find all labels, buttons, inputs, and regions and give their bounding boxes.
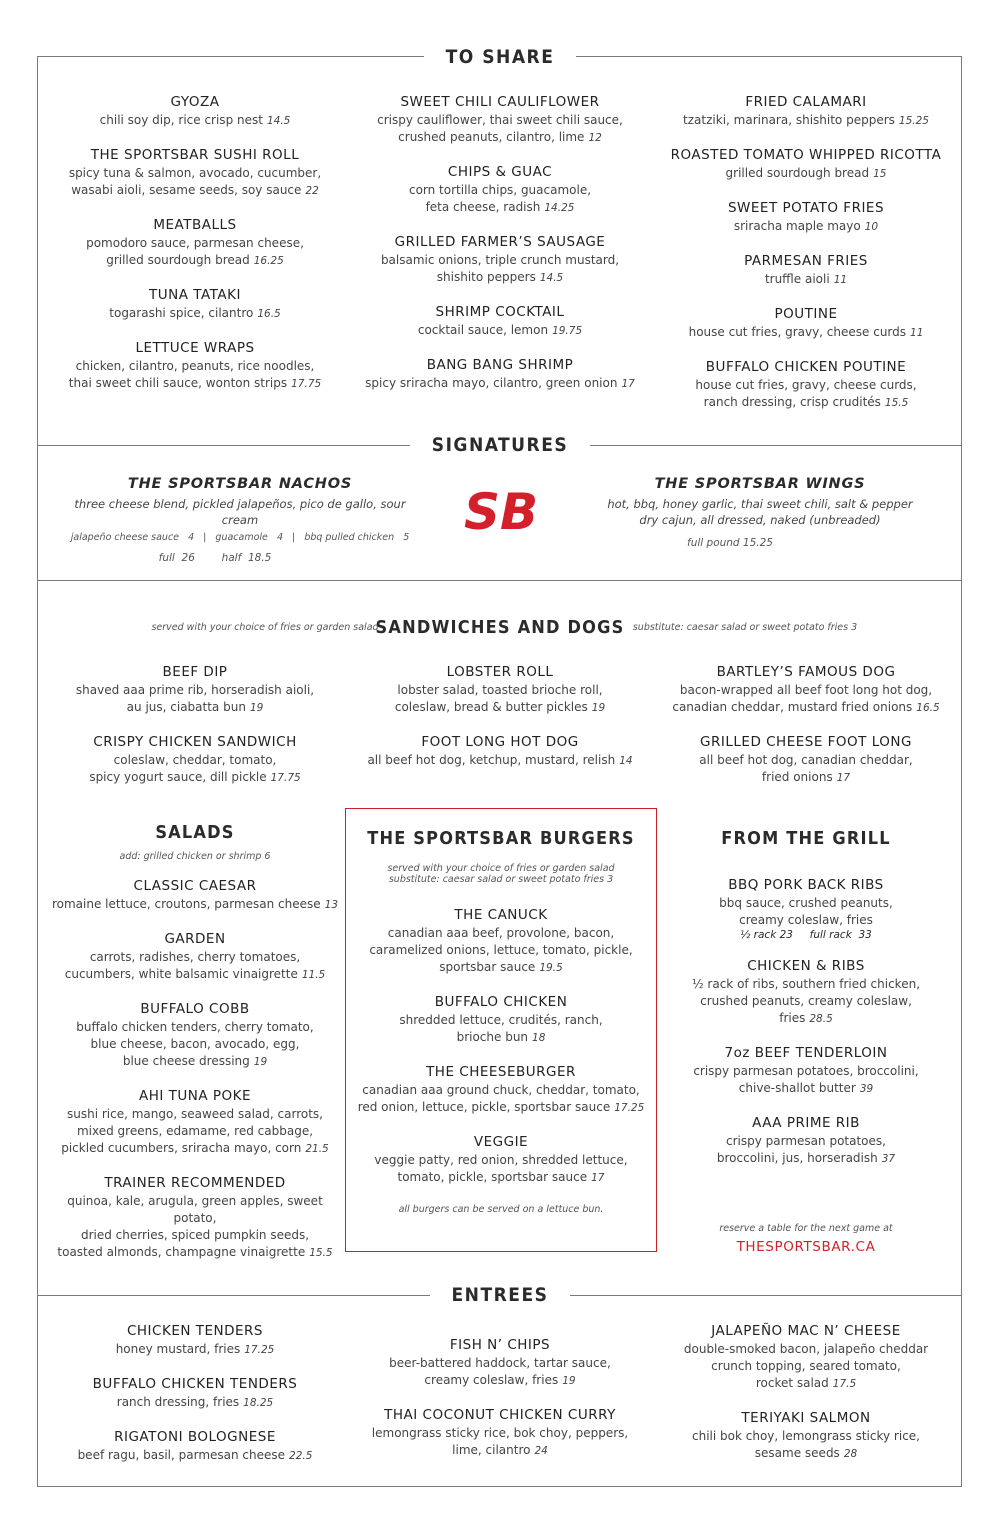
divider-sandwiches: [37, 580, 962, 581]
nachos-sizes: full 26 half 18.5: [158, 552, 272, 564]
menu-item-description: coleslaw, cheddar, tomato,: [113, 753, 277, 767]
menu-item-price: 18.25: [243, 1397, 274, 1409]
menu-item-description: creamy coleslaw, fries: [739, 913, 873, 927]
menu-item-name: CLASSIC CAESAR: [133, 878, 257, 894]
menu-item-description: mixed greens, edamame, red cabbage,: [76, 1124, 314, 1138]
menu-item-description: honey mustard, fries 17.25: [115, 1342, 275, 1356]
menu-item-description: beef ragu, basil, parmesan cheese 22.5: [77, 1448, 313, 1462]
menu-item-name: FOOT LONG HOT DOG: [421, 734, 579, 750]
menu-item-description: chili bok choy, lemongrass sticky rice,: [692, 1429, 920, 1443]
sb-logo-letters: SB: [463, 484, 539, 536]
menu-item-description: wasabi aioli, sesame seeds, soy sauce 22: [71, 183, 319, 197]
menu-item-price: 14.5: [539, 272, 564, 284]
menu-item: [355, 664, 645, 717]
menu-item-name: GARDEN: [164, 931, 226, 947]
menu-item-name: GRILLED CHEESE FOOT LONG: [700, 734, 912, 750]
menu-item-price: 10: [864, 221, 879, 233]
menu-item-description: caramelized onions, lettuce, tomato, pickle,: [369, 943, 633, 957]
menu-item-description: fried onions 17: [761, 770, 851, 784]
menu-item-extra-price: ½ rack 23 full rack 33: [740, 929, 872, 941]
menu-item-description: chive-shallot butter 39: [738, 1081, 874, 1095]
menu-item-description: shaved aaa prime rib, horseradish aioli,: [75, 683, 315, 697]
menu-item-price: 19: [253, 1056, 268, 1068]
menu-item-price: 17.5: [832, 1378, 857, 1390]
menu-item-name: SHRIMP COCKTAIL: [435, 304, 565, 320]
menu-item-name: 7oz BEEF TENDERLOIN: [724, 1045, 888, 1061]
section-title-burgers: THE SPORTSBAR BURGERS: [367, 828, 635, 849]
menu-item-description: blue cheese dressing 19: [122, 1054, 268, 1068]
menu-item: [45, 1175, 345, 1262]
menu-item-description: lobster salad, toasted brioche roll,: [397, 683, 603, 697]
menu-item: [660, 94, 952, 130]
menu-item: [660, 359, 952, 412]
menu-item-price: 16.5: [257, 308, 281, 320]
menu-item-description: shishito peppers 14.5: [436, 270, 564, 284]
signature-wings: [590, 476, 930, 549]
menu-item-price: 15.5: [884, 397, 909, 409]
menu-item-description: chicken, cilantro, peanuts, rice noodles,: [75, 359, 315, 373]
menu-item-price: 15.5: [309, 1247, 333, 1259]
menu-item: [660, 1323, 952, 1393]
sandwich-column-3: [660, 664, 952, 804]
menu-item-description: crushed peanuts, creamy coleslaw,: [700, 994, 912, 1008]
menu-item-price: 37: [881, 1153, 896, 1165]
menu-item-name: BBQ PORK BACK RIBS: [728, 877, 884, 893]
menu-item-name: CHIPS & GUAC: [447, 164, 553, 180]
menu-item-price: 17.25: [614, 1102, 645, 1114]
menu-item-description: crispy parmesan potatoes,: [726, 1134, 886, 1148]
menu-item-description: grilled sourdough bread 15: [725, 166, 887, 180]
menu-item: [660, 958, 952, 1028]
salads-note: add: grilled chicken or shrimp 6: [119, 851, 271, 862]
menu-item-price: 24: [534, 1445, 548, 1457]
reserve-note: reserve a table for the next game at: [719, 1223, 893, 1234]
menu-item-price: 17: [591, 1172, 605, 1184]
menu-item-description: broccolini, jus, horseradish 37: [716, 1151, 896, 1165]
menu-item-description: feta cheese, radish 14.25: [425, 200, 575, 214]
menu-item-name: MEATBALLS: [153, 217, 237, 233]
menu-item-description: fries 28.5: [779, 1011, 833, 1025]
menu-item-name: GRILLED FARMER’S SAUSAGE: [394, 234, 606, 250]
burgers-note-1: served with your choice of fries or garden salad: [387, 863, 615, 874]
menu-item-description: romaine lettuce, croutons, parmesan cheese 13: [51, 897, 339, 911]
menu-item-price: 12: [588, 132, 602, 144]
menu-item-description: blue cheese, bacon, avocado, egg,: [90, 1037, 300, 1051]
menu-item-name: BEEF DIP: [162, 664, 228, 680]
menu-item: [355, 1337, 645, 1390]
menu-item-price: 17.75: [291, 378, 322, 390]
menu-item-description: chili soy dip, rice crisp nest 14.5: [99, 113, 291, 127]
section-title-salads: SALADS: [155, 822, 235, 843]
menu-item: [45, 1088, 345, 1158]
menu-item: [355, 234, 645, 287]
menu-item-description: ½ rack of ribs, southern fried chicken,: [691, 977, 921, 991]
menu-item: [50, 734, 340, 787]
menu-item-name: LOBSTER ROLL: [446, 664, 554, 680]
section-title-signatures: SIGNATURES: [0, 434, 1000, 456]
menu-item-name: SWEET CHILI CAULIFLOWER: [400, 94, 600, 110]
nachos-desc: three cheese blend, pickled jalapeños, pico de gallo, sour cream: [74, 497, 406, 527]
grill-section: [660, 828, 952, 1185]
menu-item-description: double-smoked bacon, jalapeño cheddar: [683, 1342, 929, 1356]
menu-item-name: BUFFALO CHICKEN POUTINE: [705, 359, 907, 375]
menu-item-price: 14.5: [266, 115, 291, 127]
menu-item: [660, 1045, 952, 1098]
menu-item-description: crushed peanuts, cilantro, lime 12: [398, 130, 602, 144]
menu-item-description: sushi rice, mango, seaweed salad, carrots,: [67, 1107, 323, 1121]
menu-item-description: bacon-wrapped all beef foot long hot dog,: [679, 683, 933, 697]
menu-item-description: spicy sriracha mayo, cilantro, green onion 17: [365, 376, 635, 390]
menu-item: [660, 147, 952, 183]
menu-item: [660, 877, 952, 941]
menu-item: [660, 664, 952, 717]
menu-item-description: house cut fries, gravy, cheese curds,: [695, 378, 917, 392]
menu-item-description: crunch topping, seared tomato,: [711, 1359, 901, 1373]
menu-item-description: bbq sauce, crushed peanuts,: [719, 896, 893, 910]
menu-item-price: 15.25: [898, 115, 929, 127]
salads-section: [45, 822, 345, 1279]
menu-item-price: 21.5: [305, 1143, 329, 1155]
menu-item-name: BANG BANG SHRIMP: [426, 357, 574, 373]
menu-item: [355, 164, 645, 217]
sportsbar-logo: [456, 484, 546, 536]
menu-item-price: 22: [305, 185, 319, 197]
burgers-footer: all burgers can be served on a lettuce bun.: [398, 1204, 604, 1215]
to-share-column-2: [355, 94, 645, 410]
menu-item-price: 16.25: [253, 255, 284, 267]
entrees-column-2: [355, 1337, 645, 1477]
menu-item: [660, 306, 952, 342]
menu-item: [50, 340, 340, 393]
menu-item: [50, 147, 340, 200]
menu-item-description: dried cherries, spiced pumpkin seeds,: [80, 1228, 310, 1242]
menu-item-description: sesame seeds 28: [754, 1446, 858, 1460]
menu-item-description: sportsbar sauce 19.5: [439, 960, 563, 974]
menu-item-price: 15: [873, 168, 887, 180]
menu-item-description: cucumbers, white balsamic vinaigrette 11.5: [64, 967, 326, 981]
sb-logo-icon: [456, 484, 546, 536]
section-title-sandwiches: SANDWICHES AND DOGS: [375, 617, 625, 638]
section-title-entrees: ENTREES: [0, 1284, 1000, 1306]
menu-item-name: AHI TUNA POKE: [138, 1088, 252, 1104]
menu-item-name: POUTINE: [774, 306, 838, 322]
menu-item-price: 11.5: [301, 969, 326, 981]
menu-item-description: canadian aaa beef, provolone, bacon,: [387, 926, 615, 940]
menu-item-name: VEGGIE: [473, 1134, 529, 1150]
menu-item: [355, 734, 645, 770]
menu-item: [50, 1323, 340, 1359]
menu-item-description: canadian cheddar, mustard fried onions 16.5: [672, 700, 940, 714]
menu-item-price: 19: [591, 702, 606, 714]
menu-item-description: toasted almonds, champagne vinaigrette 15.5: [57, 1245, 333, 1259]
menu-item-description: thai sweet chili sauce, wonton strips 17.75: [68, 376, 322, 390]
menu-item-name: LETTUCE WRAPS: [135, 340, 255, 356]
menu-item-name: TUNA TATAKI: [149, 287, 241, 303]
menu-item: [355, 94, 645, 147]
menu-item-name: SWEET POTATO FRIES: [727, 200, 885, 216]
menu-item: [45, 1001, 345, 1071]
menu-item: [50, 94, 340, 130]
menu-item-description: carrots, radishes, cherry tomatoes,: [89, 950, 301, 964]
menu-item-price: 14: [619, 755, 633, 767]
menu-item: [355, 357, 645, 393]
menu-item-name: GYOZA: [170, 94, 220, 110]
menu-item-description: beer-battered haddock, tartar sauce,: [389, 1356, 611, 1370]
menu-item-name: BUFFALO COBB: [140, 1001, 250, 1017]
menu-item: [660, 1410, 952, 1463]
menu-item-name: FISH N’ CHIPS: [449, 1337, 551, 1353]
menu-item-name: BUFFALO CHICKEN TENDERS: [92, 1376, 298, 1392]
menu-item-price: 11: [833, 274, 848, 286]
entrees-column-3: [660, 1323, 952, 1480]
menu-item-description: au jus, ciabatta bun 19: [126, 700, 264, 714]
burgers-note-2: substitute: caesar salad or sweet potato fries 3: [388, 874, 614, 885]
website-link[interactable]: THESPORTSBAR.CA: [736, 1239, 876, 1255]
menu-item: [50, 664, 340, 717]
menu-item-name: CHICKEN & RIBS: [747, 958, 865, 974]
menu-item-description: balsamic onions, triple crunch mustard,: [380, 253, 620, 267]
menu-item: [355, 304, 645, 340]
menu-item-description: tomato, pickle, sportsbar sauce 17: [397, 1170, 605, 1184]
menu-item-price: 28.5: [809, 1013, 833, 1025]
menu-item-description: canadian aaa ground chuck, cheddar, tomato,: [362, 1083, 640, 1097]
menu-item-description: tzatziki, marinara, shishito peppers 15.25: [683, 113, 929, 127]
menu-item-price: 19.5: [539, 962, 563, 974]
menu-item: [660, 734, 952, 787]
menu-item-name: THE SPORTSBAR SUSHI ROLL: [90, 147, 300, 163]
wings-sizes: full pound 15.25: [687, 537, 773, 549]
menu-item-price: 18: [532, 1032, 546, 1044]
menu-item-name: RIGATONI BOLOGNESE: [114, 1429, 276, 1445]
menu-item-name: JALAPEÑO MAC N’ CHEESE: [711, 1323, 901, 1339]
wings-desc-1: hot, bbq, honey garlic, thai sweet chili, salt & pepper: [607, 497, 913, 511]
menu-item-name: BARTLEY’S FAMOUS DOG: [716, 664, 896, 680]
menu-item: [50, 1429, 340, 1465]
menu-item-description: cocktail sauce, lemon 19.75: [417, 323, 583, 337]
sandwich-column-2: [355, 664, 645, 787]
menu-item-description: corn tortilla chips, guacamole,: [408, 183, 592, 197]
menu-item-description: togarashi spice, cilantro 16.5: [109, 306, 281, 320]
section-title-grill: FROM THE GRILL: [721, 828, 891, 849]
menu-item-price: 14.25: [544, 202, 575, 214]
signature-nachos: [55, 476, 425, 564]
menu-item-description: buffalo chicken tenders, cherry tomato,: [76, 1020, 314, 1034]
entrees-column-1: [50, 1323, 340, 1482]
to-share-column-1: [50, 94, 340, 410]
menu-item-description: creamy coleslaw, fries 19: [424, 1373, 576, 1387]
menu-item: [45, 878, 345, 914]
menu-item-price: 28: [843, 1448, 858, 1460]
menu-item-price: 17: [621, 378, 635, 390]
menu-item: [660, 253, 952, 289]
menu-item-name: CHICKEN TENDERS: [126, 1323, 263, 1339]
menu-item-description: spicy tuna & salmon, avocado, cucumber,: [68, 166, 322, 180]
burgers-section: [350, 828, 652, 1215]
menu-item-price: 19: [562, 1375, 576, 1387]
wings-name: THE SPORTSBAR WINGS: [654, 476, 866, 492]
menu-item-price: 17.25: [244, 1344, 275, 1356]
menu-item-name: THE CANUCK: [454, 907, 548, 923]
menu-item-description: lime, cilantro 24: [452, 1443, 548, 1457]
menu-item-description: pickled cucumbers, sriracha mayo, corn 21.5: [61, 1141, 329, 1155]
to-share-column-3: [660, 94, 952, 429]
sandwich-column-1: [50, 664, 340, 804]
menu-item-description: spicy yogurt sauce, dill pickle 17.75: [89, 770, 301, 784]
menu-item-price: 22.5: [289, 1450, 313, 1462]
menu-item-description: pomodoro sauce, parmesan cheese,: [86, 236, 304, 250]
menu-item-description: veggie patty, red onion, shredded lettuce,: [374, 1153, 628, 1167]
section-title-to-share: TO SHARE: [0, 46, 1000, 68]
menu-item-name: TRAINER RECOMMENDED: [104, 1175, 286, 1191]
menu-item-name: THAI COCONUT CHICKEN CURRY: [384, 1407, 616, 1423]
menu-item-price: 17: [836, 772, 851, 784]
menu-item-price: 13: [324, 899, 339, 911]
menu-item-name: TERIYAKI SALMON: [741, 1410, 871, 1426]
menu-item-description: brioche bun 18: [456, 1030, 546, 1044]
menu-item: [350, 907, 652, 977]
menu-item-description: rocket salad 17.5: [755, 1376, 857, 1390]
menu-item-description: lemongrass sticky rice, bok choy, peppers,: [371, 1426, 629, 1440]
menu-item: [660, 200, 952, 236]
menu-item-price: 16.5: [916, 702, 940, 714]
menu-item-description: coleslaw, bread & butter pickles 19: [394, 700, 606, 714]
wings-desc-2: dry cajun, all dressed, naked (unbreaded): [639, 513, 881, 527]
menu-item: [350, 1134, 652, 1187]
menu-item-price: 17.75: [270, 772, 301, 784]
menu-item-description: grilled sourdough bread 16.25: [106, 253, 284, 267]
menu-item: [355, 1407, 645, 1460]
menu-item-description: ranch dressing, crisp crudités 15.5: [703, 395, 909, 409]
menu-item-description: shredded lettuce, crudités, ranch,: [399, 1013, 603, 1027]
menu-item: [50, 217, 340, 270]
menu-item-description: sriracha maple mayo 10: [733, 219, 879, 233]
menu-item-price: 19.75: [552, 325, 583, 337]
menu-item: [350, 1064, 652, 1117]
menu-item-name: FRIED CALAMARI: [745, 94, 867, 110]
menu-item-description: crispy cauliflower, thai sweet chili sauce,: [377, 113, 623, 127]
menu-item: [50, 1376, 340, 1412]
menu-item: [350, 994, 652, 1047]
menu-item-description: all beef hot dog, ketchup, mustard, relish 14: [367, 753, 633, 767]
menu-item-description: truffle aioli 11: [764, 272, 848, 286]
menu-item-name: ROASTED TOMATO WHIPPED RICOTTA: [670, 147, 942, 163]
menu-item: [660, 1115, 952, 1168]
menu-item-description: all beef hot dog, canadian cheddar,: [699, 753, 913, 767]
sandwich-note-left: served with your choice of fries or garden salad: [151, 622, 379, 633]
menu-item-description: crispy parmesan potatoes, broccolini,: [693, 1064, 919, 1078]
menu-item: [50, 287, 340, 323]
menu-item-price: 19: [249, 702, 264, 714]
nachos-addons: jalapeño cheese sauce 4 | guacamole 4 | bbq pulled chicken 5: [70, 532, 410, 543]
menu-item-name: THE CHEESEBURGER: [426, 1064, 576, 1080]
nachos-name: THE SPORTSBAR NACHOS: [127, 476, 353, 492]
menu-item-price: 11: [910, 327, 924, 339]
menu-item-name: PARMESAN FRIES: [744, 253, 868, 269]
menu-item-price: 39: [859, 1083, 874, 1095]
sandwich-note-right: substitute: caesar salad or sweet potato fries 3: [632, 622, 858, 633]
menu-item-description: house cut fries, gravy, cheese curds 11: [688, 325, 924, 339]
menu-item: [45, 931, 345, 984]
menu-item-description: ranch dressing, fries 18.25: [116, 1395, 274, 1409]
menu-item-name: AAA PRIME RIB: [752, 1115, 860, 1131]
menu-item-name: BUFFALO CHICKEN: [434, 994, 568, 1010]
menu-item-description: red onion, lettuce, pickle, sportsbar sauce 17.25: [357, 1100, 645, 1114]
menu-item-name: CRISPY CHICKEN SANDWICH: [93, 734, 297, 750]
menu-item-description: quinoa, kale, arugula, green apples, sweet potato,: [67, 1194, 323, 1225]
